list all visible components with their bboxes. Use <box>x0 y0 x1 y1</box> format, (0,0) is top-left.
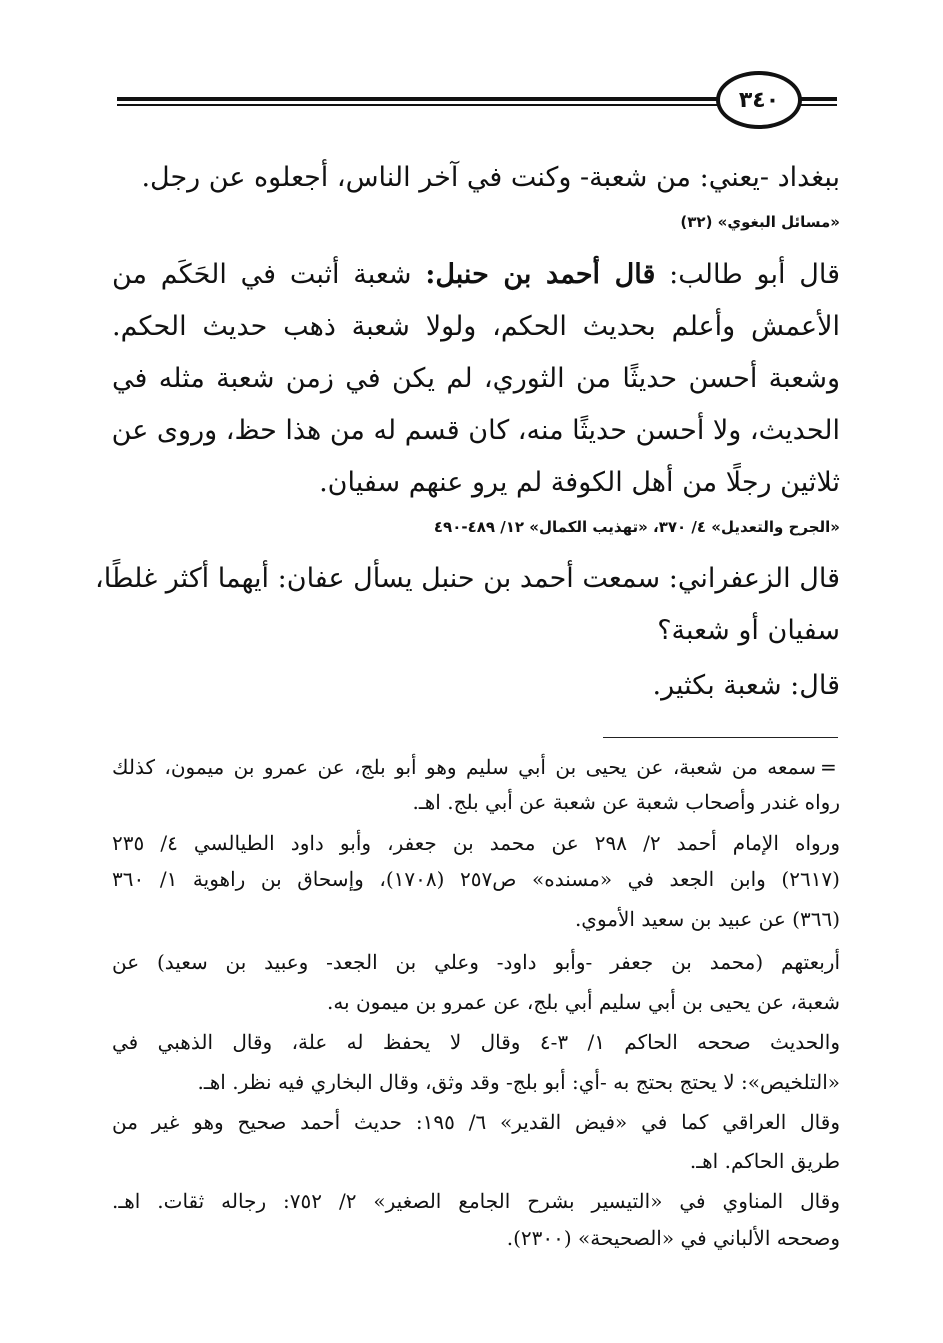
footnote-line: شعبة، عن يحيى بن أبي سليم أبي بلج، عن عمرو بن ميمون به. <box>326 990 840 1014</box>
main-line-1: ببغداد -يعني: من شعبة- وكنت في آخر الناس، أجعلوه عن رجل. <box>141 162 840 193</box>
footnote-line: طريق الحاكم. اهـ. <box>689 1149 840 1173</box>
line-rest: شعبة أثبت في الحَكَم من <box>112 259 426 290</box>
footnote-line: (٢٦١٧) وابن الجعد في «مسنده» ص٢٥٧ (١٧٠٨)، وإسحاق بن راهوية ١/ ٣٦٠ <box>112 867 840 891</box>
paragraph-abu-talib-line-4: الحديث، ولا أحسن حديثًا منه، كان قسم له من هذا حظ، وروى عن <box>111 415 840 446</box>
quoted-authority: قال أحمد بن حنبل: <box>425 259 656 290</box>
footnote-line: وقال العراقي كما في «فيض القدير» ٦/ ١٩٥: حديث أحمد صحيح وهو غير من <box>112 1110 840 1134</box>
paragraph-abu-talib-line-5: ثلاثين رجلًا من أهل الكوفة لم يرو عنهم سفيان. <box>319 467 840 498</box>
paragraph-zafarani-line-2: سفيان أو شعبة؟ <box>657 615 840 646</box>
paragraph-zafarani-line-1: قال الزعفراني: سمعت أحمد بن حنبل يسأل عفان: أيهما أكثر غلطًا، <box>95 563 840 594</box>
footnote-separator <box>603 737 838 738</box>
footnote-line: والحديث صححه الحاكم ١/ ٣-٤ وقال لا يحفظ له علة، وقال الذهبي في <box>112 1030 840 1054</box>
footnote-line: رواه غندر وأصحاب شعبة عن شعبة عن أبي بلج. اهـ. <box>412 790 840 814</box>
footnote-line: «التلخيص»: لا يحتج بحتج به -أي: أبو بلج- وقد وثق، وقال البخاري فيه نظر. اهـ. <box>197 1070 840 1094</box>
speaker-label: قال أبو طالب: <box>655 259 841 290</box>
page-number: ٣٤٠ <box>716 71 802 129</box>
footnote-line: (٣٦٦) عن عبيد بن سعيد الأموي. <box>574 907 840 931</box>
footnote-line: وصححه الألباني في «الصحيحة» (٢٣٠٠). <box>506 1226 840 1250</box>
footnote-line: أربعتهم (محمد بن جعفر -وأبو داود- وعلي بن الجعد- وعبيد بن سعيد) عن <box>112 950 840 974</box>
paragraph-abu-talib-line-1 <box>112 249 840 301</box>
paragraph-abu-talib-line-3: وشعبة أحسن حديثًا من الثوري، لم يكن في زمن شعبة مثله في <box>112 363 840 394</box>
paragraph-abu-talib-line-2: الأعمش وأعلم بحديث الحكم، ولولا شعبة ذهب حديث الحكم. <box>112 311 840 342</box>
footnote-line: سمعه من شعبة، عن يحيى بن أبي سليم وهو أبو بلج، عن عمرو بن ميمون، كذلك <box>112 755 816 779</box>
paragraph-answer-line: قال: شعبة بكثير. <box>652 670 840 701</box>
footnote-line: ورواه الإمام أحمد ٢/ ٢٩٨ عن محمد بن جعفر، وأبو داود الطيالسي ٤/ ٢٣٥ <box>112 831 840 855</box>
footnote-continuation-mark: = <box>820 755 837 779</box>
footnote-line: وقال المناوي في «التيسير بشرح الجامع الصغير» ٢/ ٧٥٢: رجاله ثقات. اهـ. <box>112 1189 840 1213</box>
citation-jarh-tahdhib: «الجرح والتعديل» ٤/ ٣٧٠، «تهذيب الكمال» ١٢/ ٤٨٩-٤٩٠ <box>433 518 840 536</box>
citation-masail-albaghawi: «مسائل البغوي» (٣٢) <box>680 213 840 231</box>
